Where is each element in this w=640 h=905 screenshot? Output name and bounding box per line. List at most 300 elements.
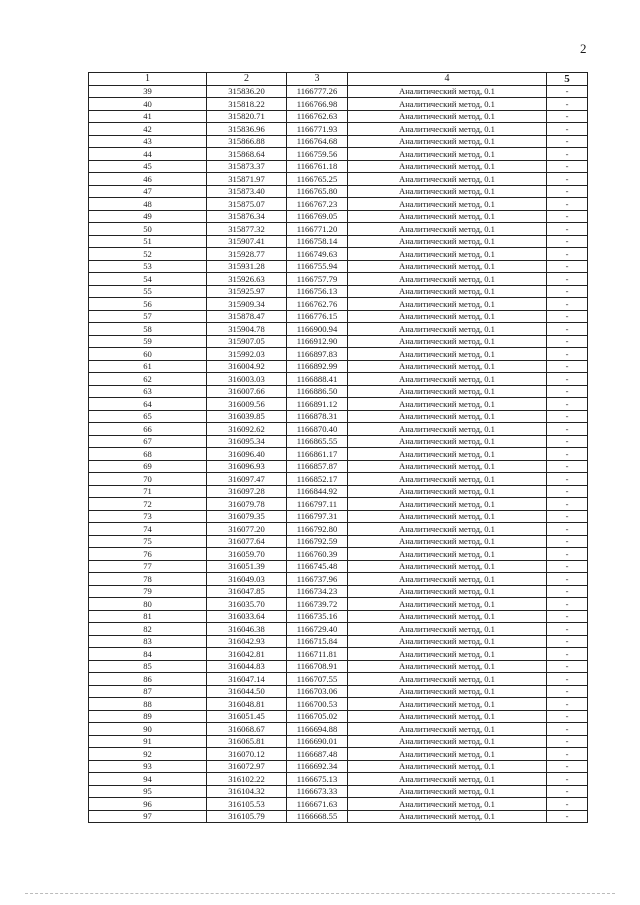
method-cell: Аналитический метод, 0.1 [348, 510, 547, 523]
x-coordinate-cell: 315836.20 [207, 85, 287, 98]
point-number-cell: 85 [89, 660, 207, 673]
y-coordinate-cell: 1166671.63 [287, 798, 348, 811]
x-coordinate-cell: 315878.47 [207, 310, 287, 323]
note-cell: - [547, 585, 588, 598]
point-number-cell: 94 [89, 773, 207, 786]
x-coordinate-cell: 315926.63 [207, 273, 287, 286]
method-cell: Аналитический метод, 0.1 [348, 485, 547, 498]
method-cell: Аналитический метод, 0.1 [348, 448, 547, 461]
y-coordinate-cell: 1166705.02 [287, 710, 348, 723]
note-cell: - [547, 373, 588, 386]
note-cell: - [547, 260, 588, 273]
note-cell: - [547, 785, 588, 798]
x-coordinate-cell: 315925.97 [207, 285, 287, 298]
x-coordinate-cell: 315871.97 [207, 173, 287, 186]
point-number-cell: 49 [89, 210, 207, 223]
point-number-cell: 47 [89, 185, 207, 198]
table-row [89, 798, 588, 811]
method-cell: Аналитический метод, 0.1 [348, 598, 547, 611]
note-cell: - [547, 573, 588, 586]
x-coordinate-cell: 316104.32 [207, 785, 287, 798]
note-cell: - [547, 423, 588, 436]
note-cell: - [547, 323, 588, 336]
point-number-cell: 87 [89, 685, 207, 698]
note-cell: - [547, 698, 588, 711]
y-coordinate-cell: 1166692.34 [287, 760, 348, 773]
method-cell: Аналитический метод, 0.1 [348, 585, 547, 598]
method-cell: Аналитический метод, 0.1 [348, 423, 547, 436]
y-coordinate-cell: 1166765.80 [287, 185, 348, 198]
y-coordinate-cell: 1166892.99 [287, 360, 348, 373]
point-number-cell: 84 [89, 648, 207, 661]
x-coordinate-cell: 316042.81 [207, 648, 287, 661]
point-number-cell: 76 [89, 548, 207, 561]
x-coordinate-cell: 315909.34 [207, 298, 287, 311]
y-coordinate-cell: 1166886.50 [287, 385, 348, 398]
table-row [89, 473, 588, 486]
note-cell: - [547, 648, 588, 661]
y-coordinate-cell: 1166760.39 [287, 548, 348, 561]
header-col-3: 3 [287, 73, 348, 86]
note-cell: - [547, 148, 588, 161]
table-row [89, 310, 588, 323]
note-cell: - [547, 735, 588, 748]
table-row [89, 598, 588, 611]
method-cell: Аналитический метод, 0.1 [348, 723, 547, 736]
y-coordinate-cell: 1166762.76 [287, 298, 348, 311]
x-coordinate-cell: 316097.47 [207, 473, 287, 486]
y-coordinate-cell: 1166759.56 [287, 148, 348, 161]
method-cell: Аналитический метод, 0.1 [348, 635, 547, 648]
method-cell: Аналитический метод, 0.1 [348, 285, 547, 298]
table-row [89, 510, 588, 523]
note-cell: - [547, 723, 588, 736]
table-row [89, 273, 588, 286]
method-cell: Аналитический метод, 0.1 [348, 548, 547, 561]
point-number-cell: 88 [89, 698, 207, 711]
table-row [89, 210, 588, 223]
method-cell: Аналитический метод, 0.1 [348, 710, 547, 723]
y-coordinate-cell: 1166761.18 [287, 160, 348, 173]
table-row [89, 448, 588, 461]
y-coordinate-cell: 1166797.11 [287, 498, 348, 511]
table-row [89, 735, 588, 748]
method-cell: Аналитический метод, 0.1 [348, 610, 547, 623]
note-cell: - [547, 523, 588, 536]
table-row [89, 610, 588, 623]
x-coordinate-cell: 316105.53 [207, 798, 287, 811]
x-coordinate-cell: 316044.50 [207, 685, 287, 698]
note-cell: - [547, 810, 588, 823]
method-cell: Аналитический метод, 0.1 [348, 410, 547, 423]
x-coordinate-cell: 315820.71 [207, 110, 287, 123]
table-row [89, 323, 588, 336]
table-row [89, 685, 588, 698]
y-coordinate-cell: 1166766.98 [287, 98, 348, 111]
y-coordinate-cell: 1166755.94 [287, 260, 348, 273]
point-number-cell: 86 [89, 673, 207, 686]
y-coordinate-cell: 1166900.94 [287, 323, 348, 336]
table-header [89, 73, 588, 86]
note-cell: - [547, 473, 588, 486]
y-coordinate-cell: 1166857.87 [287, 460, 348, 473]
y-coordinate-cell: 1166756.13 [287, 285, 348, 298]
x-coordinate-cell: 316003.03 [207, 373, 287, 386]
note-cell: - [547, 360, 588, 373]
table-row [89, 810, 588, 823]
x-coordinate-cell: 315868.64 [207, 148, 287, 161]
method-cell: Аналитический метод, 0.1 [348, 685, 547, 698]
method-cell: Аналитический метод, 0.1 [348, 185, 547, 198]
y-coordinate-cell: 1166891.12 [287, 398, 348, 411]
point-number-cell: 92 [89, 748, 207, 761]
method-cell: Аналитический метод, 0.1 [348, 373, 547, 386]
table-row [89, 485, 588, 498]
x-coordinate-cell: 316070.12 [207, 748, 287, 761]
y-coordinate-cell: 1166771.20 [287, 223, 348, 236]
method-cell: Аналитический метод, 0.1 [348, 198, 547, 211]
point-number-cell: 41 [89, 110, 207, 123]
method-cell: Аналитический метод, 0.1 [348, 323, 547, 336]
note-cell: - [547, 685, 588, 698]
y-coordinate-cell: 1166870.40 [287, 423, 348, 436]
x-coordinate-cell: 316079.78 [207, 498, 287, 511]
x-coordinate-cell: 315873.40 [207, 185, 287, 198]
point-number-cell: 73 [89, 510, 207, 523]
point-number-cell: 90 [89, 723, 207, 736]
method-cell: Аналитический метод, 0.1 [348, 335, 547, 348]
table-row [89, 85, 588, 98]
method-cell: Аналитический метод, 0.1 [348, 523, 547, 536]
x-coordinate-cell: 315836.96 [207, 123, 287, 136]
point-number-cell: 42 [89, 123, 207, 136]
point-number-cell: 97 [89, 810, 207, 823]
point-number-cell: 53 [89, 260, 207, 273]
note-cell: - [547, 123, 588, 136]
point-number-cell: 82 [89, 623, 207, 636]
method-cell: Аналитический метод, 0.1 [348, 735, 547, 748]
note-cell: - [547, 135, 588, 148]
point-number-cell: 71 [89, 485, 207, 498]
table-body [89, 85, 588, 823]
note-cell: - [547, 535, 588, 548]
method-cell: Аналитический метод, 0.1 [348, 798, 547, 811]
method-cell: Аналитический метод, 0.1 [348, 648, 547, 661]
x-coordinate-cell: 316105.79 [207, 810, 287, 823]
method-cell: Аналитический метод, 0.1 [348, 498, 547, 511]
method-cell: Аналитический метод, 0.1 [348, 310, 547, 323]
method-cell: Аналитический метод, 0.1 [348, 123, 547, 136]
point-number-cell: 75 [89, 535, 207, 548]
point-number-cell: 61 [89, 360, 207, 373]
point-number-cell: 54 [89, 273, 207, 286]
header-col-4: 4 [348, 73, 547, 86]
point-number-cell: 96 [89, 798, 207, 811]
method-cell: Аналитический метод, 0.1 [348, 248, 547, 261]
note-cell: - [547, 185, 588, 198]
note-cell: - [547, 498, 588, 511]
x-coordinate-cell: 315928.77 [207, 248, 287, 261]
table-row [89, 398, 588, 411]
y-coordinate-cell: 1166776.15 [287, 310, 348, 323]
x-coordinate-cell: 316065.81 [207, 735, 287, 748]
x-coordinate-cell: 316047.14 [207, 673, 287, 686]
point-number-cell: 56 [89, 298, 207, 311]
note-cell: - [547, 298, 588, 311]
table-row [89, 160, 588, 173]
table-row [89, 523, 588, 536]
note-cell: - [547, 110, 588, 123]
y-coordinate-cell: 1166844.92 [287, 485, 348, 498]
table-row [89, 660, 588, 673]
y-coordinate-cell: 1166690.01 [287, 735, 348, 748]
y-coordinate-cell: 1166715.84 [287, 635, 348, 648]
method-cell: Аналитический метод, 0.1 [348, 673, 547, 686]
method-cell: Аналитический метод, 0.1 [348, 398, 547, 411]
x-coordinate-cell: 315904.78 [207, 323, 287, 336]
point-number-cell: 59 [89, 335, 207, 348]
note-cell: - [547, 635, 588, 648]
x-coordinate-cell: 316033.64 [207, 610, 287, 623]
y-coordinate-cell: 1166745.48 [287, 560, 348, 573]
point-number-cell: 66 [89, 423, 207, 436]
note-cell: - [547, 335, 588, 348]
y-coordinate-cell: 1166694.88 [287, 723, 348, 736]
x-coordinate-cell: 315818.22 [207, 98, 287, 111]
x-coordinate-cell: 316046.38 [207, 623, 287, 636]
x-coordinate-cell: 315877.32 [207, 223, 287, 236]
point-number-cell: 74 [89, 523, 207, 536]
x-coordinate-cell: 316007.66 [207, 385, 287, 398]
x-coordinate-cell: 316095.34 [207, 435, 287, 448]
header-col-2: 2 [207, 73, 287, 86]
y-coordinate-cell: 1166865.55 [287, 435, 348, 448]
point-number-cell: 60 [89, 348, 207, 361]
point-number-cell: 69 [89, 460, 207, 473]
y-coordinate-cell: 1166777.26 [287, 85, 348, 98]
note-cell: - [547, 398, 588, 411]
method-cell: Аналитический метод, 0.1 [348, 210, 547, 223]
note-cell: - [547, 623, 588, 636]
header-col-1: 1 [89, 73, 207, 86]
method-cell: Аналитический метод, 0.1 [348, 785, 547, 798]
y-coordinate-cell: 1166771.93 [287, 123, 348, 136]
method-cell: Аналитический метод, 0.1 [348, 473, 547, 486]
method-cell: Аналитический метод, 0.1 [348, 235, 547, 248]
x-coordinate-cell: 315931.28 [207, 260, 287, 273]
table-row [89, 135, 588, 148]
header-row [89, 73, 588, 86]
header-col-5: 5 [547, 73, 588, 86]
point-number-cell: 63 [89, 385, 207, 398]
point-number-cell: 79 [89, 585, 207, 598]
method-cell: Аналитический метод, 0.1 [348, 698, 547, 711]
note-cell: - [547, 210, 588, 223]
x-coordinate-cell: 316097.28 [207, 485, 287, 498]
point-number-cell: 67 [89, 435, 207, 448]
footer-divider [25, 893, 615, 894]
point-number-cell: 93 [89, 760, 207, 773]
note-cell: - [547, 773, 588, 786]
table-row [89, 560, 588, 573]
table-row [89, 298, 588, 311]
note-cell: - [547, 273, 588, 286]
table-row [89, 535, 588, 548]
point-number-cell: 58 [89, 323, 207, 336]
x-coordinate-cell: 316049.03 [207, 573, 287, 586]
note-cell: - [547, 410, 588, 423]
table-row [89, 760, 588, 773]
y-coordinate-cell: 1166792.59 [287, 535, 348, 548]
table-row [89, 460, 588, 473]
note-cell: - [547, 448, 588, 461]
point-number-cell: 48 [89, 198, 207, 211]
table-row [89, 673, 588, 686]
note-cell: - [547, 223, 588, 236]
point-number-cell: 64 [89, 398, 207, 411]
x-coordinate-cell: 316096.40 [207, 448, 287, 461]
table-row [89, 648, 588, 661]
y-coordinate-cell: 1166797.31 [287, 510, 348, 523]
note-cell: - [547, 673, 588, 686]
y-coordinate-cell: 1166897.83 [287, 348, 348, 361]
note-cell: - [547, 548, 588, 561]
method-cell: Аналитический метод, 0.1 [348, 748, 547, 761]
method-cell: Аналитический метод, 0.1 [348, 435, 547, 448]
note-cell: - [547, 348, 588, 361]
method-cell: Аналитический метод, 0.1 [348, 85, 547, 98]
method-cell: Аналитический метод, 0.1 [348, 223, 547, 236]
table-row [89, 498, 588, 511]
point-number-cell: 65 [89, 410, 207, 423]
method-cell: Аналитический метод, 0.1 [348, 535, 547, 548]
y-coordinate-cell: 1166765.25 [287, 173, 348, 186]
table-row [89, 385, 588, 398]
note-cell: - [547, 660, 588, 673]
table-row [89, 123, 588, 136]
x-coordinate-cell: 315876.34 [207, 210, 287, 223]
point-number-cell: 45 [89, 160, 207, 173]
table-row [89, 410, 588, 423]
method-cell: Аналитический метод, 0.1 [348, 348, 547, 361]
y-coordinate-cell: 1166767.23 [287, 198, 348, 211]
x-coordinate-cell: 316102.22 [207, 773, 287, 786]
y-coordinate-cell: 1166764.68 [287, 135, 348, 148]
y-coordinate-cell: 1166878.31 [287, 410, 348, 423]
point-number-cell: 62 [89, 373, 207, 386]
y-coordinate-cell: 1166708.91 [287, 660, 348, 673]
note-cell: - [547, 160, 588, 173]
table-row [89, 110, 588, 123]
y-coordinate-cell: 1166769.05 [287, 210, 348, 223]
method-cell: Аналитический метод, 0.1 [348, 660, 547, 673]
note-cell: - [547, 385, 588, 398]
y-coordinate-cell: 1166700.53 [287, 698, 348, 711]
x-coordinate-cell: 316044.83 [207, 660, 287, 673]
x-coordinate-cell: 315873.37 [207, 160, 287, 173]
table-row [89, 285, 588, 298]
y-coordinate-cell: 1166673.33 [287, 785, 348, 798]
note-cell: - [547, 173, 588, 186]
note-cell: - [547, 235, 588, 248]
x-coordinate-cell: 315875.07 [207, 198, 287, 211]
point-number-cell: 44 [89, 148, 207, 161]
table-row [89, 373, 588, 386]
y-coordinate-cell: 1166707.55 [287, 673, 348, 686]
table-row [89, 698, 588, 711]
table-row [89, 773, 588, 786]
note-cell: - [547, 285, 588, 298]
x-coordinate-cell: 316048.81 [207, 698, 287, 711]
note-cell: - [547, 85, 588, 98]
table-row [89, 723, 588, 736]
method-cell: Аналитический метод, 0.1 [348, 460, 547, 473]
y-coordinate-cell: 1166749.63 [287, 248, 348, 261]
table-row [89, 548, 588, 561]
method-cell: Аналитический метод, 0.1 [348, 810, 547, 823]
table-row [89, 98, 588, 111]
note-cell: - [547, 485, 588, 498]
y-coordinate-cell: 1166687.48 [287, 748, 348, 761]
point-number-cell: 52 [89, 248, 207, 261]
note-cell: - [547, 610, 588, 623]
x-coordinate-cell: 316077.64 [207, 535, 287, 548]
method-cell: Аналитический метод, 0.1 [348, 273, 547, 286]
method-cell: Аналитический метод, 0.1 [348, 560, 547, 573]
point-number-cell: 55 [89, 285, 207, 298]
x-coordinate-cell: 316035.70 [207, 598, 287, 611]
page-number: 2 [580, 41, 587, 56]
y-coordinate-cell: 1166912.90 [287, 335, 348, 348]
y-coordinate-cell: 1166675.13 [287, 773, 348, 786]
table-row [89, 573, 588, 586]
x-coordinate-cell: 316009.56 [207, 398, 287, 411]
point-number-cell: 95 [89, 785, 207, 798]
note-cell: - [547, 748, 588, 761]
table-row [89, 198, 588, 211]
x-coordinate-cell: 315907.05 [207, 335, 287, 348]
method-cell: Аналитический метод, 0.1 [348, 385, 547, 398]
x-coordinate-cell: 316039.85 [207, 410, 287, 423]
table-row [89, 185, 588, 198]
point-number-cell: 89 [89, 710, 207, 723]
point-number-cell: 46 [89, 173, 207, 186]
method-cell: Аналитический метод, 0.1 [348, 360, 547, 373]
y-coordinate-cell: 1166852.17 [287, 473, 348, 486]
method-cell: Аналитический метод, 0.1 [348, 148, 547, 161]
y-coordinate-cell: 1166757.79 [287, 273, 348, 286]
note-cell: - [547, 710, 588, 723]
y-coordinate-cell: 1166735.16 [287, 610, 348, 623]
table-row [89, 635, 588, 648]
table-row [89, 235, 588, 248]
y-coordinate-cell: 1166861.17 [287, 448, 348, 461]
y-coordinate-cell: 1166739.72 [287, 598, 348, 611]
table-row [89, 260, 588, 273]
x-coordinate-cell: 316072.97 [207, 760, 287, 773]
point-number-cell: 70 [89, 473, 207, 486]
coordinates-table [88, 72, 588, 823]
x-coordinate-cell: 316059.70 [207, 548, 287, 561]
y-coordinate-cell: 1166711.81 [287, 648, 348, 661]
point-number-cell: 77 [89, 560, 207, 573]
point-number-cell: 81 [89, 610, 207, 623]
note-cell: - [547, 248, 588, 261]
point-number-cell: 57 [89, 310, 207, 323]
point-number-cell: 80 [89, 598, 207, 611]
note-cell: - [547, 435, 588, 448]
point-number-cell: 40 [89, 98, 207, 111]
